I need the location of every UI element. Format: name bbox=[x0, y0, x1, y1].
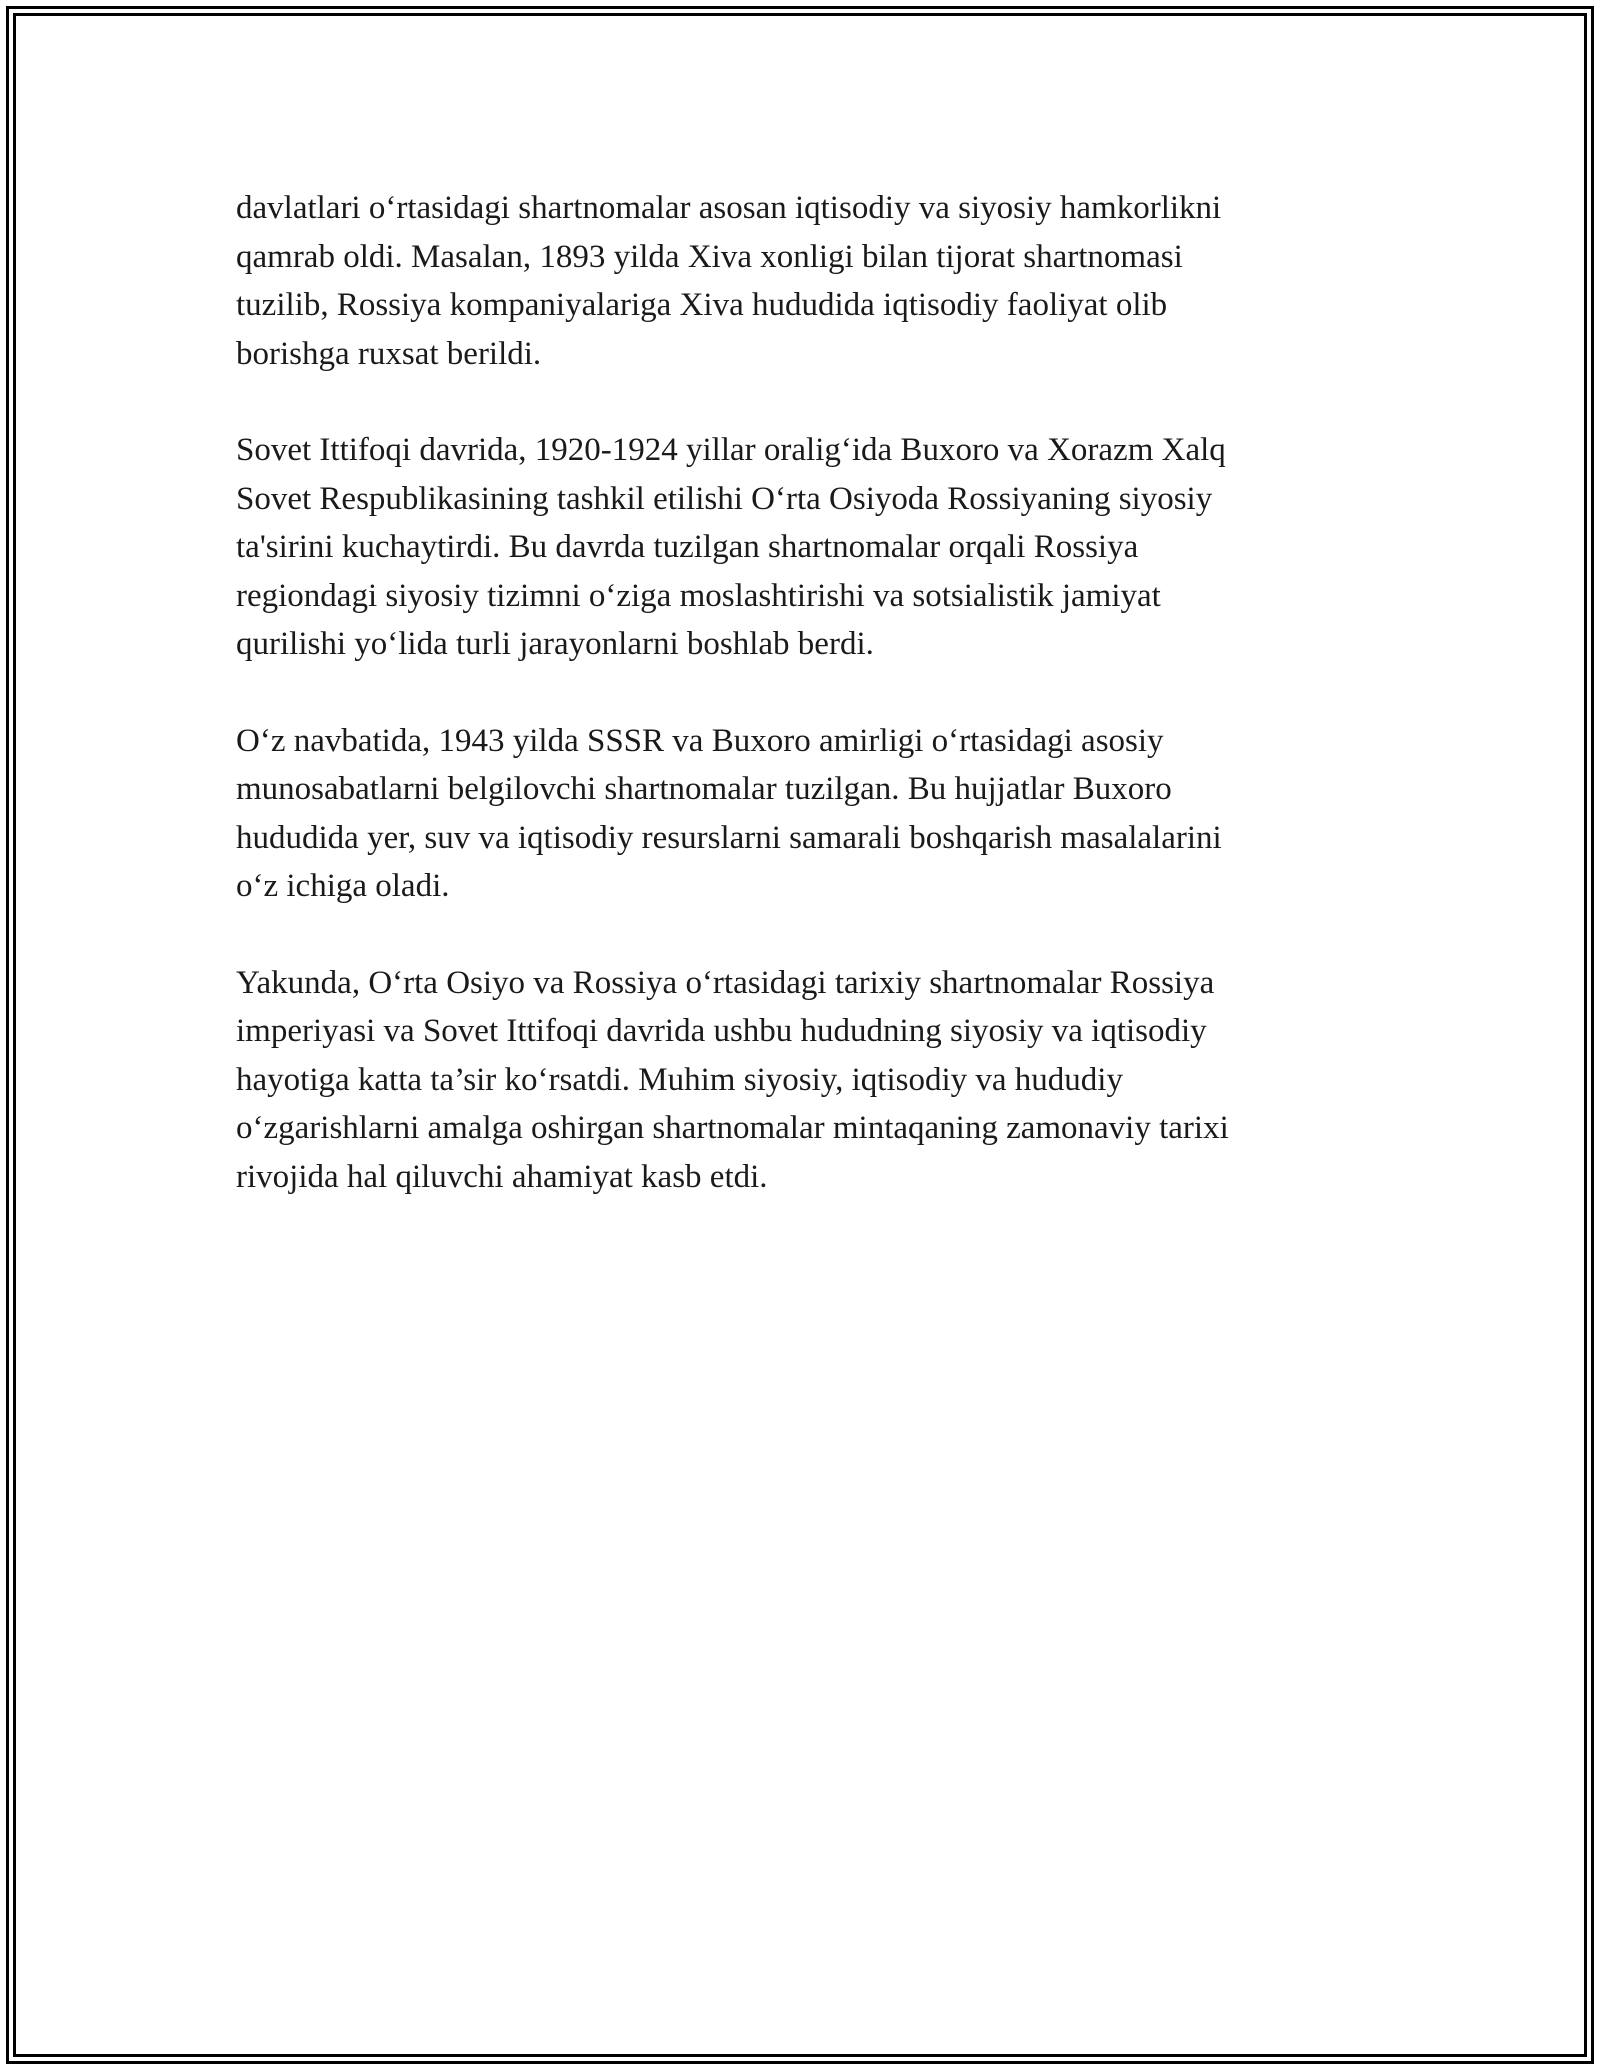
text-line: hududida yer, suv va iqtisodiy resurslarni samarali boshqarish masalalarini bbox=[236, 819, 1222, 856]
paragraph bbox=[236, 717, 1366, 911]
text-line: Yakunda, O‘rta Osiyo va Rossiya o‘rtasidagi tarixiy shartnomalar Rossiya bbox=[236, 964, 1215, 1001]
text-line: hayotiga katta ta’sir ko‘rsatdi. Muhim siyosiy, iqtisodiy va hududiy bbox=[236, 1061, 1123, 1098]
text-line: Sovet Ittifoqi davrida, 1920-1924 yillar oralig‘ida Buxoro va Xorazm Xalq bbox=[236, 432, 1226, 468]
paragraph bbox=[236, 426, 1366, 669]
text-line: imperiyasi va Sovet Ittifoqi davrida ushbu hududning siyosiy va iqtisodiy bbox=[236, 1013, 1207, 1049]
text-line: o‘z ichiga oladi. bbox=[236, 868, 450, 904]
text-line: rivojida hal qiluvchi ahamiyat kasb etdi. bbox=[236, 1158, 768, 1195]
text-line: tuzilib, Rossiya kompaniyalariga Xiva hududida iqtisodiy faoliyat olib bbox=[236, 287, 1168, 323]
text-line: munosabatlarni belgilovchi shartnomalar tuzilgan. Bu hujjatlar Buxoro bbox=[236, 771, 1172, 807]
text-line: qamrab oldi. Masalan, 1893 yilda Xiva xonligi bilan tijorat shartnomasi bbox=[236, 238, 1183, 275]
text-line: qurilishi yo‘lida turli jarayonlarni boshlab berdi. bbox=[236, 626, 874, 662]
document-body bbox=[236, 184, 1366, 1249]
text-line: regiondagi siyosiy tizimni o‘ziga moslashtirishi va sotsialistik jamiyat bbox=[236, 577, 1161, 614]
text-line: davlatlari o‘rtasidagi shartnomalar asosan iqtisodiy va siyosiy hamkorlikni bbox=[236, 190, 1222, 226]
paragraph bbox=[236, 184, 1366, 378]
paragraph bbox=[236, 959, 1366, 1202]
text-line: O‘z navbatida, 1943 yilda SSSR va Buxoro amirligi o‘rtasidagi asosiy bbox=[236, 722, 1164, 759]
text-line: ta'sirini kuchaytirdi. Bu davrda tuzilgan shartnomalar orqali Rossiya bbox=[236, 529, 1139, 565]
text-line: Sovet Respublikasining tashkil etilishi O‘rta Osiyoda Rossiyaning siyosiy bbox=[236, 480, 1213, 517]
text-line: borishga ruxsat berildi. bbox=[236, 335, 542, 372]
text-line: o‘zgarishlarni amalga oshirgan shartnomalar mintaqaning zamonaviy tarixi bbox=[236, 1110, 1229, 1146]
